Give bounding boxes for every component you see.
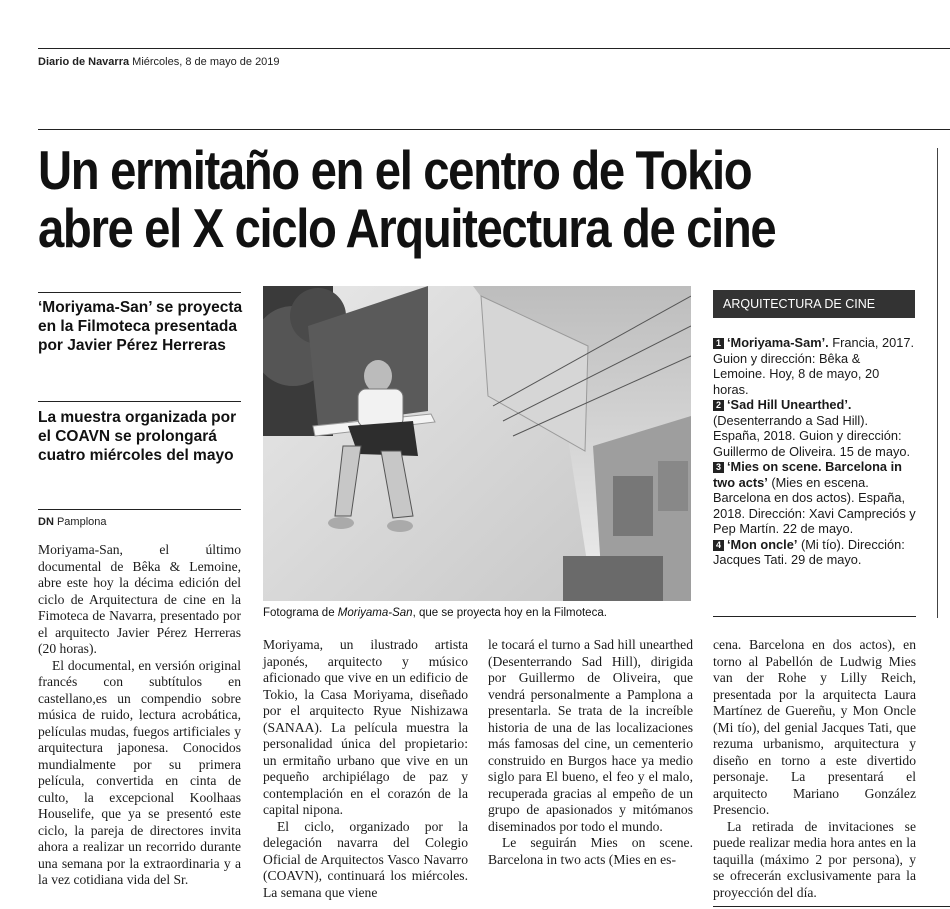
item-title: ‘Mon oncle’ (727, 536, 798, 552)
byline (38, 516, 107, 528)
item-title: ‘Mies on scene. Barcelona in two acts’ (713, 459, 902, 490)
film-still-photo (263, 286, 691, 601)
paragraph: Moriyama, un ilustrado artista japonés, arquitecto y músico aficionado que vive en un edificio de Tokio, la Casa Moriyama, diseñado por el arquitecto Ryue Nishizawa (SANAA). La película muestra la personalidad única del propietario: un ermitaño urbano que vive en un pequeño archipiélago de paz y contemplación en el corazón de la capital nipona. (263, 637, 468, 817)
sidebar-list (713, 335, 916, 568)
byline-agency: DN (38, 516, 54, 528)
item-text: Francia, 2017. Guion y dirección: Bêka & Lemoine. Hoy, 8 de mayo, 20 horas. (713, 335, 915, 397)
item-number: 2 (713, 400, 724, 411)
paragraph: El documental, en versión original francés con subtítulos en castellano,es un compendio sobre música de ruido, lectura acrobática, películas mudas, fuegos artificiales y arquitectura japonesa. Conocidos mundialmente por su primera película, convertida en cinta de culto, la excepcional Koolhaas Houselife, que ya se presentó este ciclo, la pareja de directores invita ahora a realizar un recorrido durante una semana por la extraordinaria y a la vez cotidiana vida del Sr. (38, 657, 241, 887)
body-column-1 (38, 542, 241, 889)
headline-line-1: Un ermitaño en el centro de Tokio (38, 139, 752, 201)
sidebar-item-2 (713, 397, 916, 459)
paragraph: El ciclo, organizado por la delegación navarra del Colegio Oficial de Arquitectos Vasco Navarro (COAVN), continuará los miércoles. La semana que viene (263, 818, 468, 900)
masthead (38, 56, 280, 68)
subhead-divider (38, 401, 241, 402)
sidebar-bottom-rule (713, 616, 916, 617)
body-column-4 (713, 637, 916, 901)
masthead-top-rule (38, 48, 950, 49)
item-title: ‘Moriyama-Sam’. (727, 335, 829, 350)
sidebar-item-1 (713, 335, 916, 397)
sidebar-label: ARQUITECTURA DE CINE (713, 290, 915, 318)
sidebar-item-4 (713, 537, 916, 568)
body-column-3 (488, 637, 693, 868)
item-title: ‘Sad Hill Unearthed’. (727, 397, 852, 412)
byline-place: Pamplona (56, 516, 107, 528)
sidebar-item-3 (713, 459, 916, 537)
item-number: 4 (713, 540, 724, 551)
bottom-right-rule (713, 906, 950, 907)
headline-line-2: abre el X ciclo Arquitectura de cine (38, 197, 776, 259)
item-text: (Mi tío). Dirección: Jacques Tati. 29 de mayo. (713, 536, 905, 567)
item-number: 1 (713, 338, 724, 349)
caption-title: Moriyama-San (337, 607, 413, 619)
photo-caption (263, 607, 693, 619)
publication-name: Diario de Navarra (38, 56, 130, 68)
subhead-2: La muestra organizada por el COAVN se prolongará cuatro miércoles del mayo (38, 409, 237, 464)
paragraph: Le seguirán Mies on scene. Barcelona in two acts (Mies en es- (488, 835, 693, 867)
caption-prefix: Fotograma de (263, 607, 338, 619)
right-margin-rule (937, 148, 938, 618)
subhead-top-rule (38, 292, 241, 293)
headline (38, 141, 803, 257)
paragraph: Moriyama-San, el último documental de Bêka & Lemoine, abre este hoy la décima edición del ciclo de Arquitectura de cine en la Fimoteca de Navarra, presentado por el arquitecto Javier Pérez Herreras (20 horas). (38, 542, 241, 656)
caption-rest: , que se proyecta hoy en la Filmoteca. (412, 607, 607, 619)
paragraph: cena. Barcelona en dos actos), en torno al Pabellón de Ludwig Mies van der Rohe y Lilly Reich, presentada por la arquitecta Laura Martínez de Guereñu, y Mon Oncle (Mi tío), del genial Jacques Tati, que rezuma urbanismo, arquitectura y diseño en torno a este divertido personaje. La presentará el arquitecto Mariano González Presencio. (713, 637, 916, 817)
masthead-bottom-rule (38, 129, 950, 130)
byline-rule (38, 509, 241, 510)
publication-date: Miércoles, 8 de mayo de 2019 (132, 56, 280, 68)
paragraph: La retirada de invitaciones se puede realizar media hora antes en la taquilla (máximo 2 por persona), y se ofrecerán exclusivamente para la proyección del día. (713, 818, 916, 900)
item-text: (Mies en escena. Barcelona en dos actos). España, 2018. Dirección: Xavi Campreciós y Pep Martín. 22 de mayo. (713, 474, 916, 536)
body-column-2 (263, 637, 468, 901)
item-text: (Desenterrando a Sad Hill). España, 2018. Guion y dirección: Guillermo de Oliveira. 15 de mayo. (713, 412, 911, 459)
subhead-1: ‘Moriyama-San’ se proyecta en la Filmoteca presentada por Javier Pérez Herreras (38, 299, 243, 354)
paragraph: le tocará el turno a Sad hill unearthed (Desenterrando Sad Hill), dirigida por Guillermo de Oliveira, que vendrá personalmente a Pamplona a presentarla. Se trata de la increíble historia de una de las localizaciones más famosas del cine, un cementerio construido en Burgos hace ya medio siglo para El bueno, el feo y el malo, recuperada gracias al empeño de un grupo de apasionados y mitómanos diseminados por todo el mundo. (488, 637, 693, 834)
item-number: 3 (713, 462, 724, 473)
film-still-image (263, 286, 691, 601)
